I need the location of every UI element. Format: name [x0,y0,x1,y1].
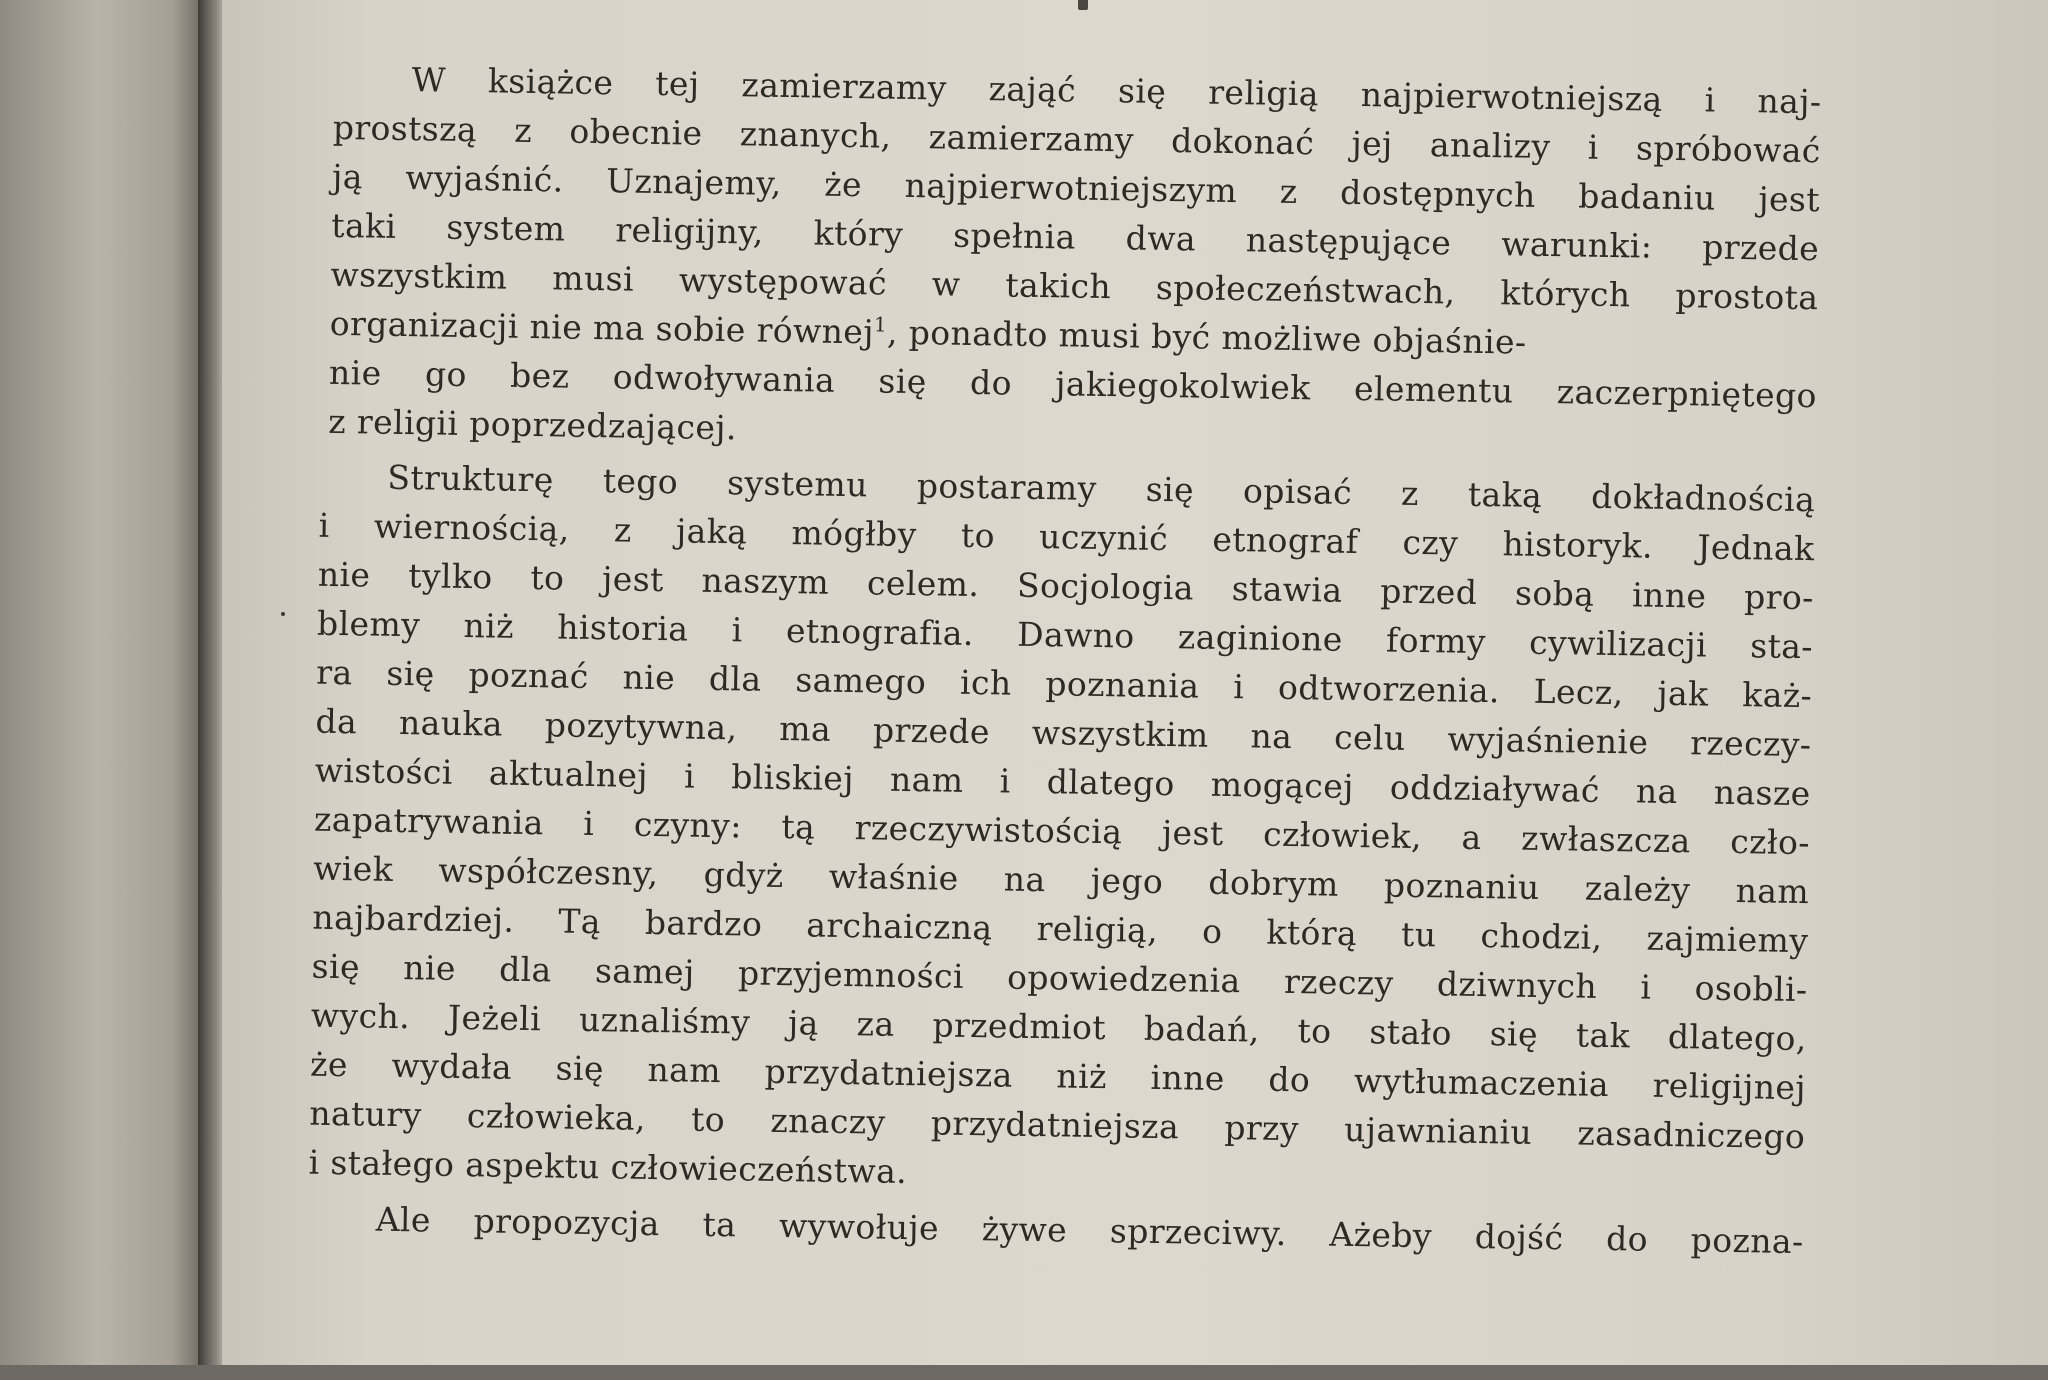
text-line-start: organizacji nie ma sobie równej [329,303,875,352]
text-line: i wiernością, z jaką mógłby to uczynić etnograf czy historyk. Jednak [318,505,1815,569]
text-line: najbardziej. Tą bardzo archaiczną religią, o którą tu chodzi, zajmiemy [312,897,1809,961]
text-line: zapatrywania i czyny: tą rzeczywistością jest człowiek, a zwłaszcza czło- [313,799,1811,863]
print-speck [281,612,285,616]
text-line: nie go bez odwoływania się do jakiegokolwiek elementu zaczerpniętego [328,352,1818,416]
text-line: ją wyjaśnić. Uznajemy, że najpierwotniejszym z dostępnych badaniu jest [331,156,1821,220]
text-line: W książce tej zamierzamy zająć się religią najpierwotniejszą i naj- [411,60,1822,122]
text-line: taki system religijny, który spełnia dwa następujące warunki: przede [331,205,1820,269]
text-line-end: , ponadto musi być możliwe objaśnie- [886,312,1527,362]
text-line: wistości aktualnej i bliskiej nam i dlatego mogącej oddziaływać na nasze [314,750,1811,814]
text-line: Ale propozycja ta wywołuje żywe sprzeciwy. Ażeby dojść do pozna- [375,1199,1804,1262]
text-line: wiek współczesny, gdyż właśnie na jego dobrym poznaniu zależy nam [312,848,1810,912]
text-line: z religii poprzedzającej. [327,401,738,448]
text-line: nie tylko to jest naszym celem. Socjologia stawia przed sobą inne pro- [317,554,1815,618]
text-line: prostszą z obecnie znanych, zamierzamy dokonać jej analizy i spróbować [332,107,1822,171]
text-line: Strukturę tego systemu postaramy się opisać z taką dokładnością [387,457,1816,520]
text-line: da nauka pozytywna, ma przede wszystkim na celu wyjaśnienie rzeczy- [315,701,1812,765]
text-line: blemy niż historia i etnografia. Dawno zaginione formy cywilizacji sta- [316,603,1814,667]
text-line: że wydała się nam przydatniejsza niż inne do wytłumaczenia religijnej [309,1044,1807,1108]
footnote-mark[interactable]: 1 [873,312,888,337]
text-line: i stałego aspektu człowieczeństwa. [308,1142,908,1192]
text-line: wszystkim musi występować w takich społeczeństwach, których prostota [330,254,1819,318]
text-line: natury człowieka, to znaczy przydatniejsza przy ujawnianiu zasadniczego [309,1093,1806,1157]
text-line: ra się poznać nie dla samego ich poznania i odtworzenia. Lecz, jak każ- [316,652,1813,716]
text-line: się nie dla samej przyjemności opowiedzenia rzeczy dziwnych i osobli- [311,946,1808,1010]
text-line: wych. Jeżeli uznaliśmy ją za przedmiot badań, to stało się tak dlatego, [310,995,1808,1059]
